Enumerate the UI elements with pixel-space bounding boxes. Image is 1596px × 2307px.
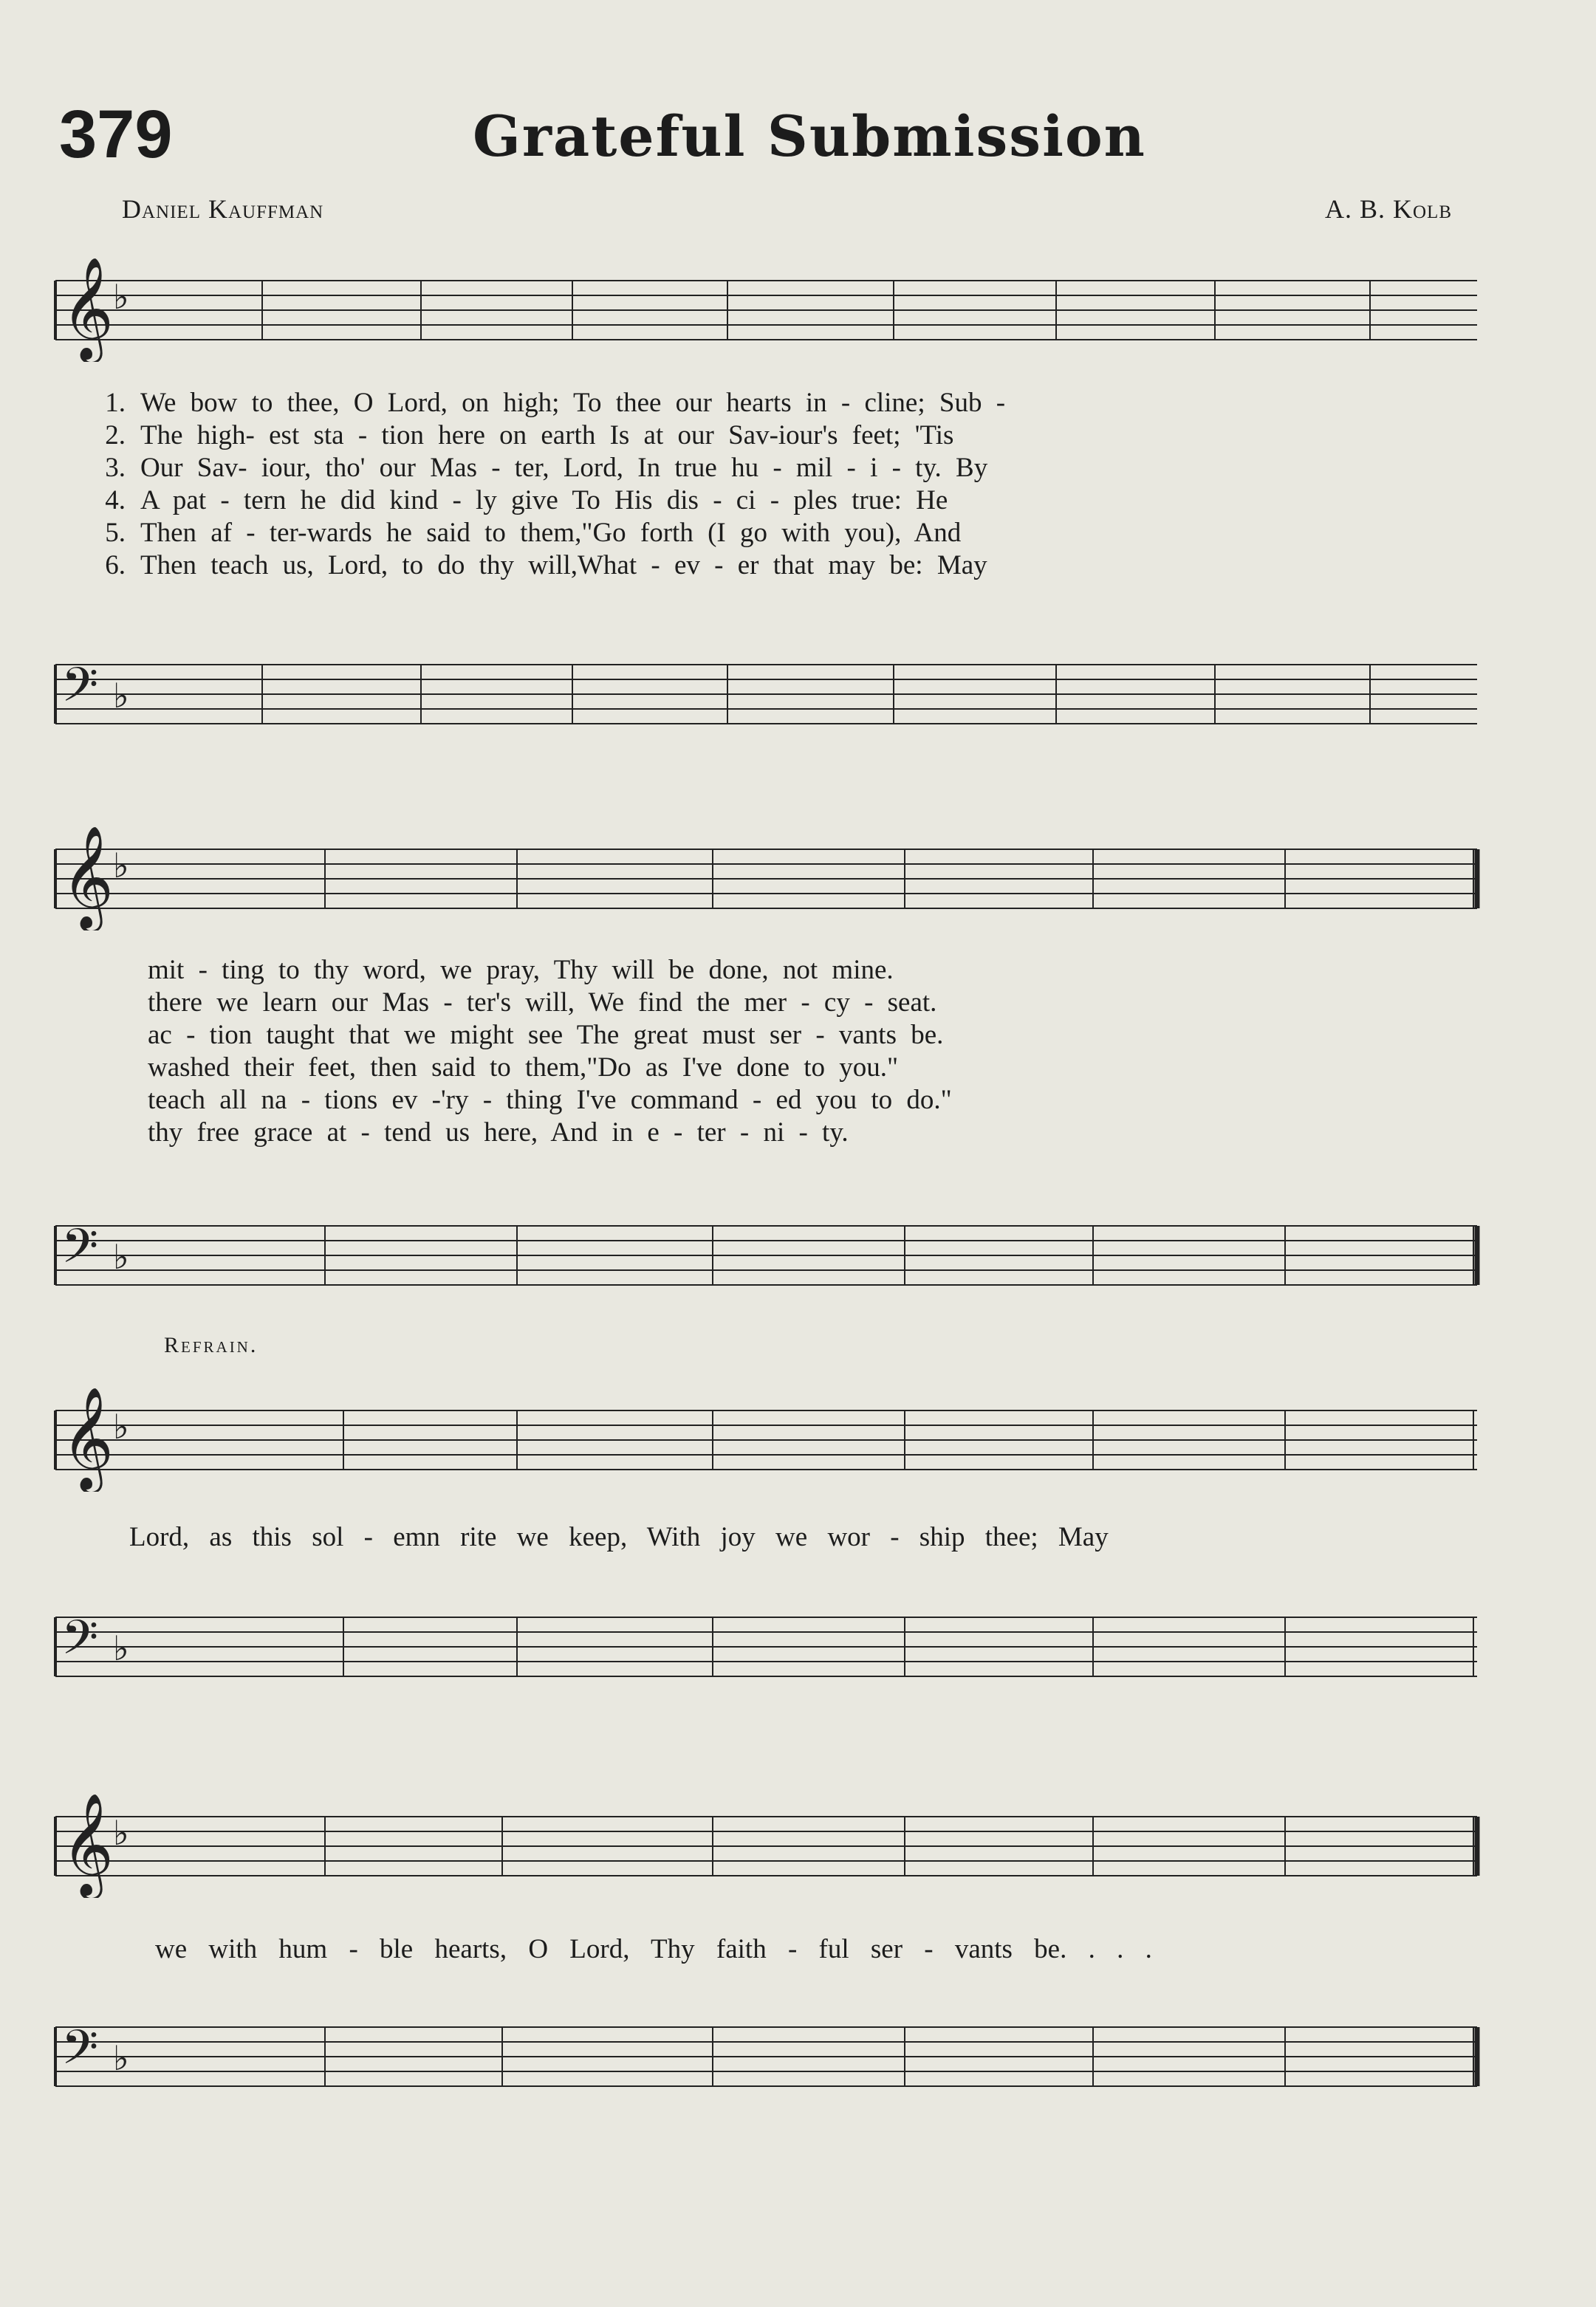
flat-key-signature-icon: ♭ bbox=[113, 1813, 129, 1853]
flat-key-signature-icon: ♭ bbox=[113, 277, 129, 317]
system-1-treble-staff bbox=[0, 251, 1596, 362]
system-4-bass-staff bbox=[0, 1998, 1596, 2108]
treble-clef-icon: 𝄞 bbox=[61, 826, 114, 928]
bass-clef-icon: 𝄢 bbox=[61, 2020, 99, 2087]
flat-key-signature-icon: ♭ bbox=[113, 676, 129, 716]
verse-line: thy free grace at - tend us here, And in e - ter - ni - ty. bbox=[148, 1117, 849, 1148]
treble-clef-icon: 𝄞 bbox=[61, 257, 114, 360]
verse-line: there we learn our Mas - ter's will, We find the mer - cy - seat. bbox=[148, 987, 937, 1018]
lyricist-credit: Daniel Kauffman bbox=[122, 194, 324, 224]
bass-clef-icon: 𝄢 bbox=[61, 1611, 99, 1677]
hymn-title: Grateful Submission bbox=[473, 103, 1146, 169]
verse-line: 2. The high- est sta - tion here on earth Is at our Sav-iour's feet; 'Tis bbox=[105, 420, 954, 450]
flat-key-signature-icon: ♭ bbox=[113, 846, 129, 885]
refrain-line: Lord, as this sol - emn rite we keep, With joy we wor - ship thee; May bbox=[129, 1522, 1109, 1552]
system-2-bass-staff bbox=[0, 1196, 1596, 1307]
verse-line: 4. A pat - tern he did kind - ly give To His dis - ci - ples true: He bbox=[105, 485, 948, 515]
refrain-label: Refrain. bbox=[164, 1333, 258, 1357]
verse-line: teach all na - tions ev -'ry - thing I've command - ed you to do." bbox=[148, 1085, 952, 1115]
flat-key-signature-icon: ♭ bbox=[113, 2038, 129, 2078]
bass-clef-icon: 𝄢 bbox=[61, 658, 99, 724]
treble-clef-icon: 𝄞 bbox=[61, 1387, 114, 1490]
verse-line: mit - ting to thy word, we pray, Thy will be done, not mine. bbox=[148, 955, 894, 985]
flat-key-signature-icon: ♭ bbox=[113, 1628, 129, 1668]
system-3-bass-staff bbox=[0, 1588, 1596, 1698]
flat-key-signature-icon: ♭ bbox=[113, 1407, 129, 1447]
verse-line: 6. Then teach us, Lord, to do thy will,What - ev - er that may be: May bbox=[105, 550, 987, 580]
treble-clef-icon: 𝄞 bbox=[61, 1793, 114, 1896]
system-1-bass-staff bbox=[0, 635, 1596, 746]
refrain-line: we with hum - ble hearts, O Lord, Thy faith - ful ser - vants be. . . . bbox=[155, 1934, 1152, 1964]
hymn-number: 379 bbox=[59, 97, 173, 172]
verse-line: 5. Then af - ter-wards he said to them,"Go forth (I go with you), And bbox=[105, 518, 962, 548]
system-4-treble-staff bbox=[0, 1787, 1596, 1898]
verse-line: washed their feet, then said to them,"Do as I've done to you." bbox=[148, 1052, 899, 1083]
verse-line: ac - tion taught that we might see The great must ser - vants be. bbox=[148, 1020, 944, 1050]
flat-key-signature-icon: ♭ bbox=[113, 1237, 129, 1277]
bass-clef-icon: 𝄢 bbox=[61, 1219, 99, 1286]
verse-line: 1. We bow to thee, O Lord, on high; To thee our hearts in - cline; Sub - bbox=[105, 388, 1006, 418]
verse-line: 3. Our Sav- iour, tho' our Mas - ter, Lord, In true hu - mil - i - ty. By bbox=[105, 453, 988, 483]
system-2-treble-staff bbox=[0, 820, 1596, 930]
composer-credit: A. B. Kolb bbox=[1324, 194, 1452, 224]
system-3-treble-staff bbox=[0, 1381, 1596, 1492]
